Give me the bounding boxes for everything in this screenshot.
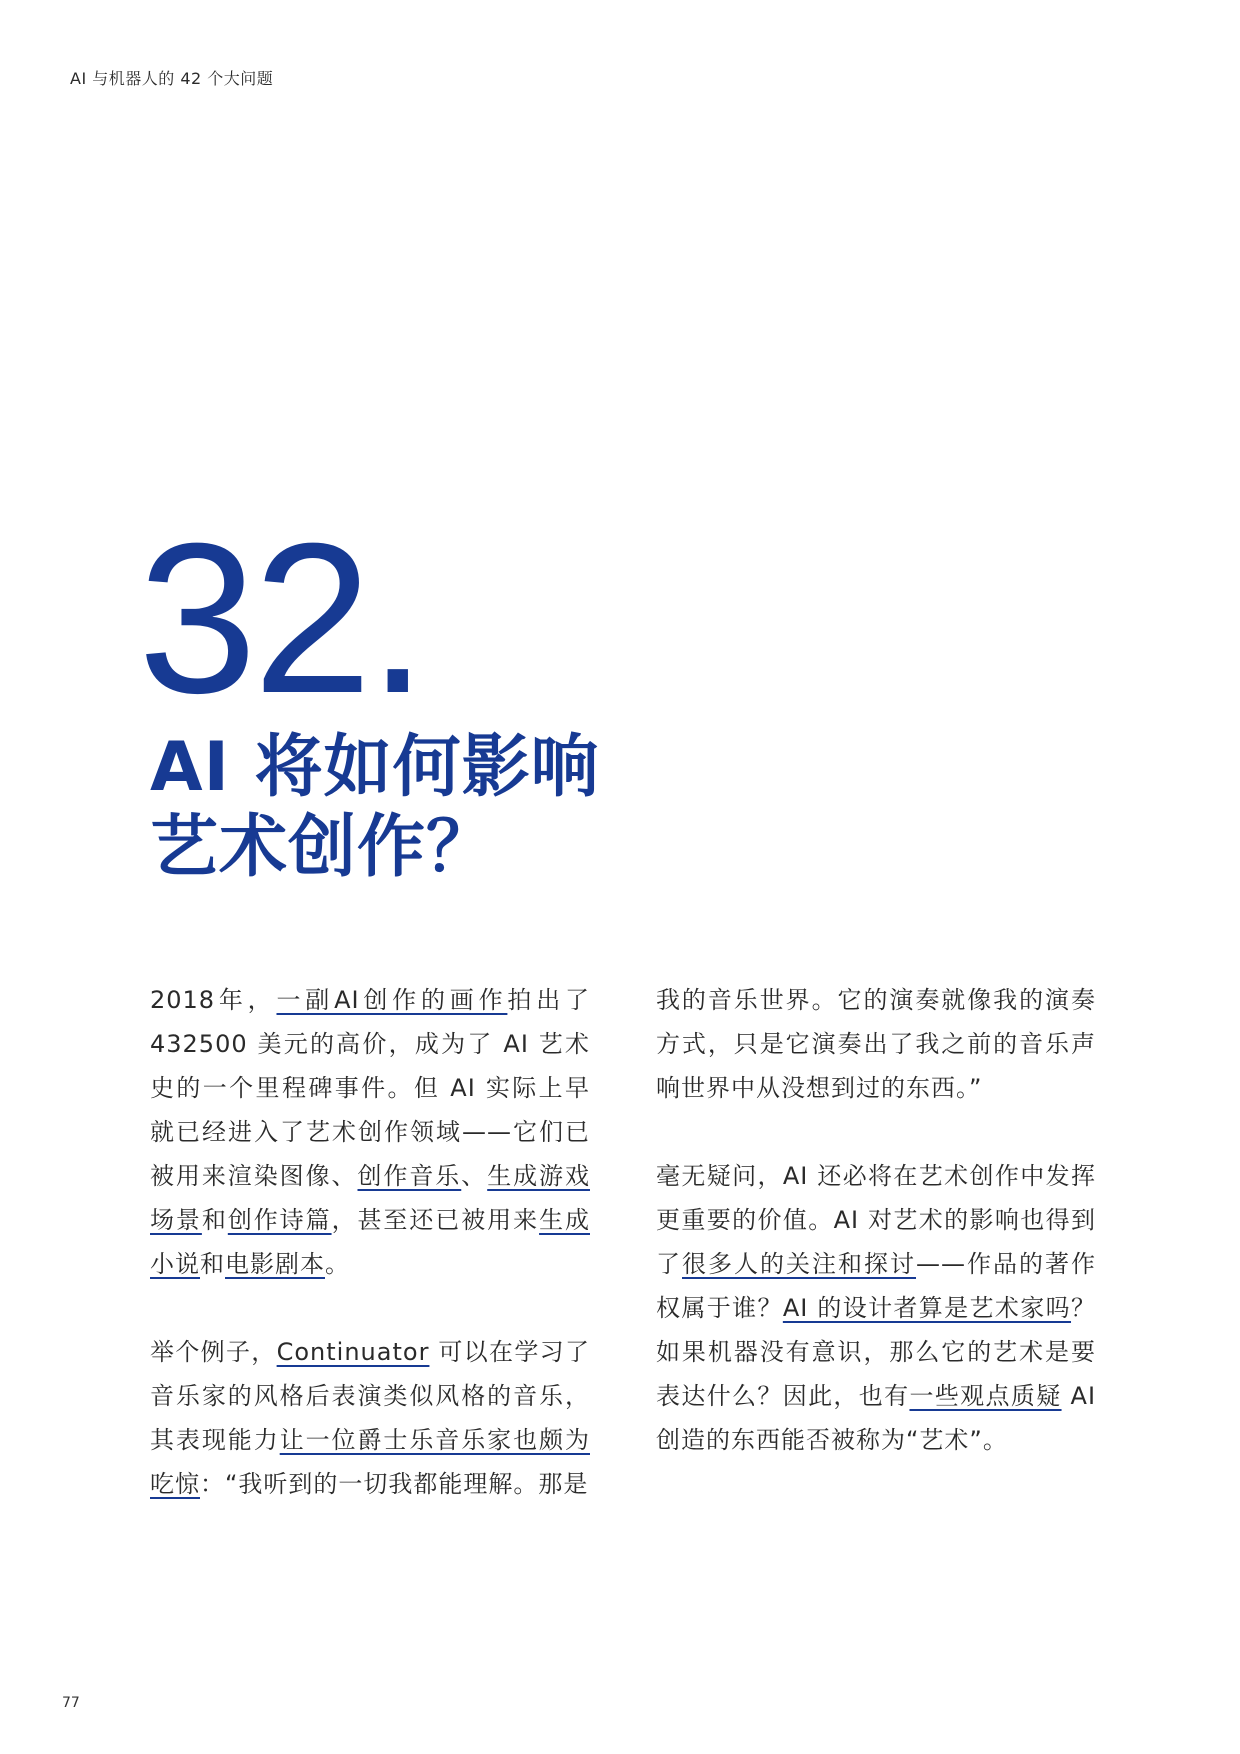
paragraph-text: AI 创造的东西能否被称为“艺术”。: [656, 1382, 1097, 1454]
body-column-right: [656, 978, 1096, 1506]
chapter-title-line-1: AI 将如何影响: [150, 728, 600, 807]
inline-link[interactable]: AI 的设计者算是艺术家吗: [782, 1294, 1072, 1322]
inline-link[interactable]: 生成小说: [150, 1206, 590, 1278]
paragraph-text: 和: [201, 1206, 228, 1234]
page-number: 77: [62, 1695, 80, 1711]
paragraph-text: 举个例子，: [150, 1338, 277, 1366]
paragraph-text: 毫无疑问，AI 还必将在艺术创作中发挥更重要的价值。AI 对艺术的影响也得到了: [656, 1162, 1096, 1278]
paragraph: [150, 978, 590, 1286]
paragraph: [656, 1154, 1096, 1462]
paragraph-text: ，甚至还已被用来: [331, 1206, 540, 1234]
paragraph-text: ：“我听到的一切我都能理解。那是: [200, 1470, 589, 1498]
paragraph-text: 。: [325, 1250, 350, 1278]
paragraph-text: 2018年，: [150, 986, 277, 1014]
inline-link[interactable]: 电影剧本: [225, 1250, 325, 1278]
paragraph-text: 拍出了432500 美元的高价，成为了 AI 艺术史的一个里程碑事件。但 AI 实际上早就已经进入了艺术创作领域——它们已被用来渲染图像、: [150, 986, 591, 1190]
inline-link[interactable]: 生成游戏场景: [150, 1162, 590, 1234]
chapter-title-line-2: 艺术创作？: [150, 808, 496, 887]
inline-link[interactable]: 很多人的关注和探讨: [682, 1250, 916, 1278]
inline-link[interactable]: 创作音乐: [357, 1162, 462, 1190]
chapter-number: 32.: [138, 499, 424, 738]
body-column-left: [150, 978, 590, 1550]
chapter-title: [150, 728, 600, 888]
paragraph-text: ？如果机器没有意识，那么它的艺术是要表达什么？因此，也有: [656, 1294, 1097, 1410]
inline-link[interactable]: 让一位爵士乐音乐家也颇为吃惊: [150, 1426, 590, 1498]
paragraph-text: 、: [461, 1162, 488, 1190]
inline-link[interactable]: 一副AI创作的画作: [276, 986, 508, 1014]
inline-link[interactable]: Continuator: [276, 1338, 430, 1366]
paragraph-text: 我的音乐世界。它的演奏就像我的演奏方式，只是它演奏出了我之前的音乐声响世界中从没想到过的东西。”: [656, 986, 1096, 1102]
paragraph: [150, 1330, 590, 1506]
paragraph-text: ——作品的著作权属于谁？: [656, 1250, 1096, 1322]
inline-link[interactable]: 创作诗篇: [227, 1206, 332, 1234]
running-header: AI 与机器人的 42 个大问题: [70, 69, 274, 88]
paragraph-text: 和: [200, 1250, 225, 1278]
paragraph-text: 可以在学习了音乐家的风格后表演类似风格的音乐，其表现能力: [150, 1338, 590, 1454]
paragraph: [656, 978, 1096, 1110]
inline-link[interactable]: 一些观点质疑: [909, 1382, 1062, 1410]
